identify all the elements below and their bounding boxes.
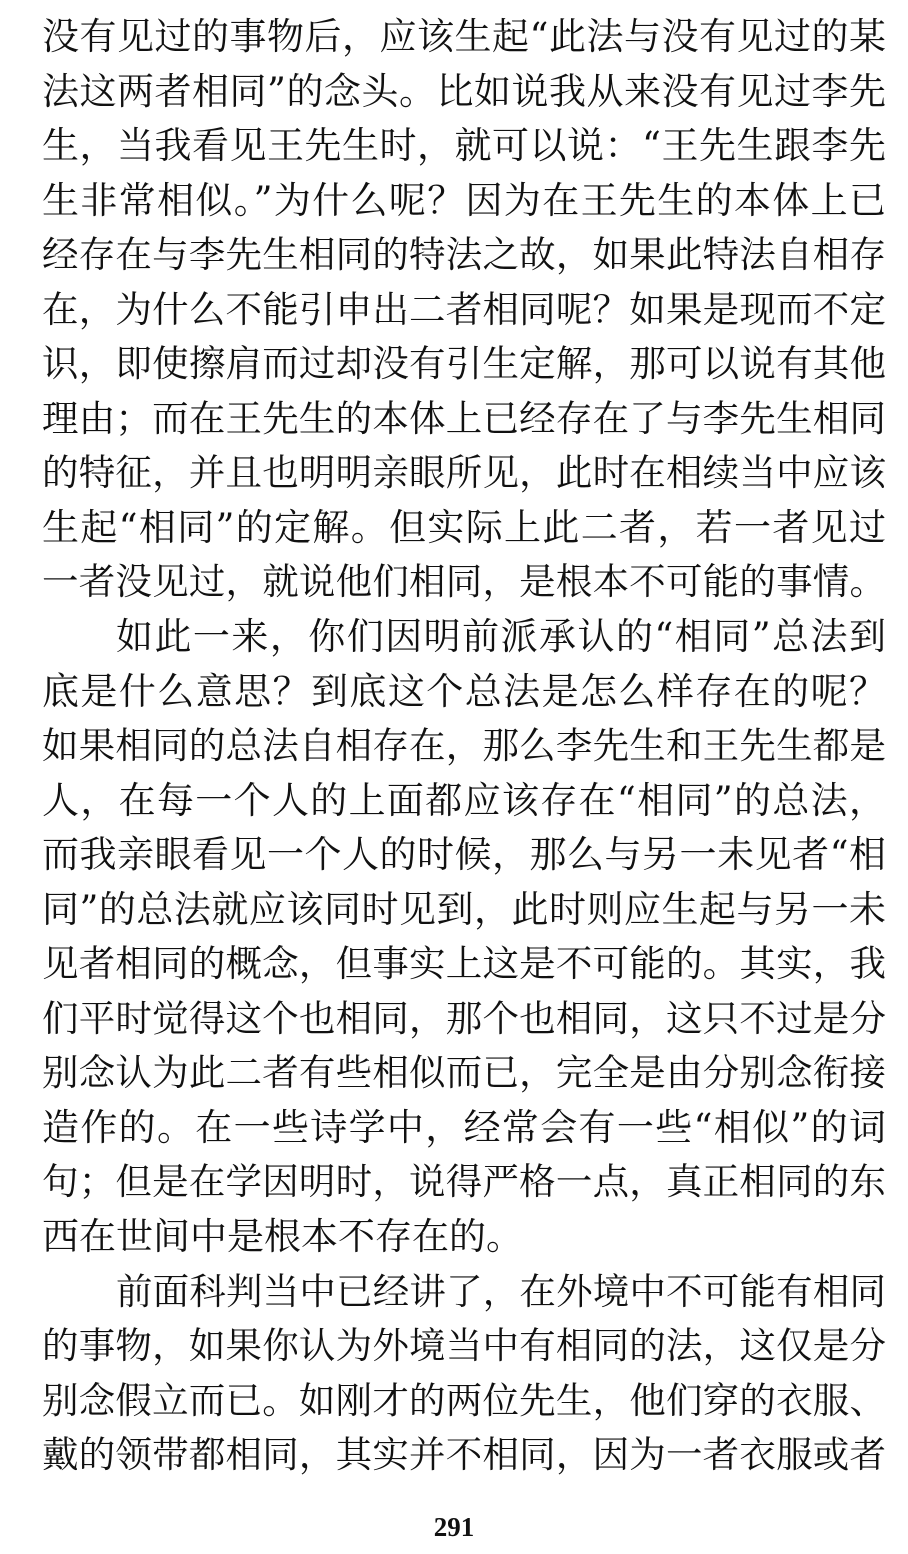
text-body [42,10,886,1483]
text-line: 的事物，如果你认为外境当中有相同的法，这仅是分 [42,1324,886,1368]
text-line: 没有见过的事物后，应该生起“此法与没有见过的某 [42,15,886,58]
text-line: 识，即使擦肩而过却没有引生定解，那可以说有其他 [42,342,886,386]
text-line: 造作的。在一些诗学中，经常会有一些“相似”的词 [42,1105,886,1149]
text-line: 一者没见过，就说他们相同，是根本不可能的事情。 [42,560,886,604]
text-line: 同”的总法就应该同时见到，此时则应生起与另一未 [42,887,886,931]
text-line: 生非常相似。”为什么呢？因为在王先生的本体上已 [42,178,886,222]
text-line: 而我亲眼看见一个人的时候，那么与另一未见者“相 [42,833,886,877]
text-line: 句；但是在学因明时，说得严格一点，真正相同的东 [42,1160,886,1204]
text-line: 法这两者相同”的念头。比如说我从来没有见过李先 [42,69,886,113]
text-line: 在，为什么不能引申出二者相同呢？如果是现而不定 [42,287,886,331]
text-line: 见者相同的概念，但事实上这是不可能的。其实，我 [42,942,886,986]
text-line: 如果相同的总法自相存在，那么李先生和王先生都是 [42,724,886,768]
text-line: 的特征，并且也明明亲眼所见，此时在相续当中应该 [42,451,886,495]
paragraph-start-line: 如此一来，你们因明前派承认的“相同”总法到 [116,615,886,659]
text-line: 人，在每一个人的上面都应该存在“相同”的总法， [42,778,886,822]
paragraph-end-line: 西在世间中是根本不存在的。 [42,1215,523,1259]
text-line: 底是什么意思？到底这个总法是怎么样存在的呢？ [42,669,886,713]
text-line: 生，当我看见王先生时，就可以说：“王先生跟李先 [42,124,886,168]
page-number: 291 [433,1512,475,1542]
text-line: 理由；而在王先生的本体上已经存在了与李先生相同 [42,396,886,440]
text-line: 别念认为此二者有些相似而已，完全是由分别念衔接 [42,1051,886,1095]
text-line: 戴的领带都相同，其实并不相同，因为一者衣服或者 [42,1433,886,1477]
text-line: 生起“相同”的定解。但实际上此二者，若一者见过 [42,505,886,549]
text-line: 别念假立而已。如刚才的两位先生，他们穿的衣服、 [42,1378,886,1422]
text-line: 经存在与李先生相同的特法之故，如果此特法自相存 [42,233,886,277]
paragraph-start-line: 前面科判当中已经讲了，在外境中不可能有相同 [116,1269,886,1313]
text-line: 们平时觉得这个也相同，那个也相同，这只不过是分 [42,996,886,1040]
